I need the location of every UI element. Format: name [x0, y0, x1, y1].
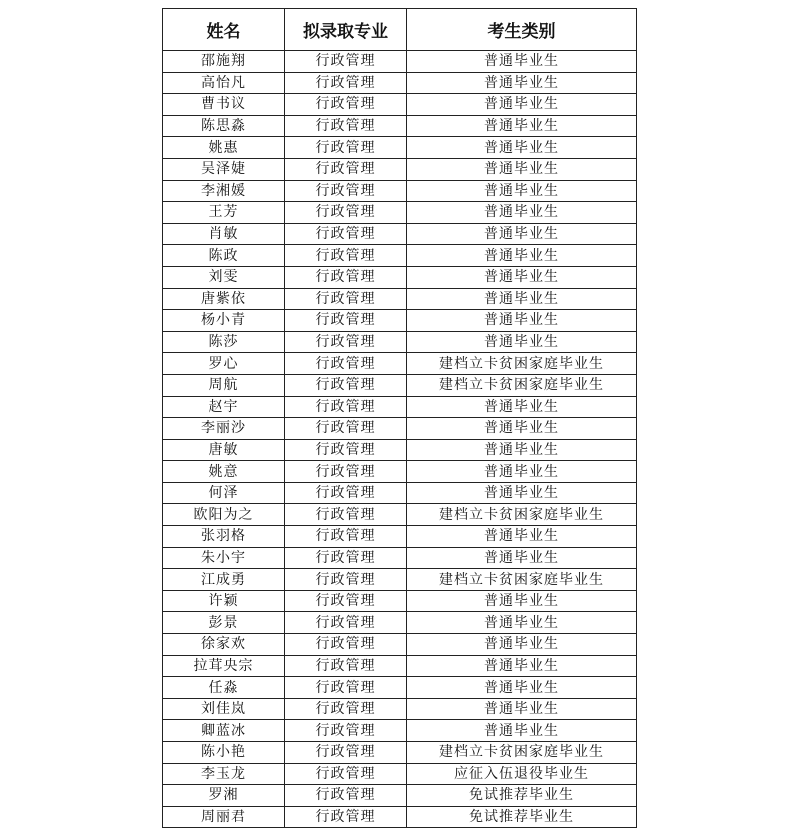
cell-major: 行政管理 [285, 763, 407, 785]
cell-category: 普通毕业生 [407, 245, 637, 267]
cell-major: 行政管理 [285, 526, 407, 548]
cell-major: 行政管理 [285, 461, 407, 483]
cell-category: 普通毕业生 [407, 137, 637, 159]
table-row [163, 720, 637, 742]
cell-name: 刘佳岚 [163, 698, 285, 720]
cell-category: 普通毕业生 [407, 547, 637, 569]
table-row [163, 612, 637, 634]
cell-name: 罗湘 [163, 785, 285, 807]
cell-category: 普通毕业生 [407, 180, 637, 202]
cell-category: 普通毕业生 [407, 288, 637, 310]
table-body [163, 51, 637, 828]
table-row [163, 51, 637, 73]
table-row [163, 137, 637, 159]
cell-name: 彭景 [163, 612, 285, 634]
cell-major: 行政管理 [285, 72, 407, 94]
cell-name: 卿蓝冰 [163, 720, 285, 742]
cell-name: 杨小青 [163, 310, 285, 332]
cell-name: 李玉龙 [163, 763, 285, 785]
cell-category: 普通毕业生 [407, 698, 637, 720]
table-row [163, 655, 637, 677]
table-row [163, 677, 637, 699]
cell-category: 普通毕业生 [407, 634, 637, 656]
cell-major: 行政管理 [285, 331, 407, 353]
header-name: 姓名 [163, 9, 285, 51]
cell-category: 普通毕业生 [407, 158, 637, 180]
table-row [163, 158, 637, 180]
cell-category: 普通毕业生 [407, 396, 637, 418]
cell-major: 行政管理 [285, 223, 407, 245]
table-row [163, 806, 637, 828]
cell-name: 唐紫依 [163, 288, 285, 310]
cell-name: 何泽 [163, 482, 285, 504]
table-row [163, 698, 637, 720]
cell-name: 王芳 [163, 202, 285, 224]
cell-major: 行政管理 [285, 612, 407, 634]
cell-major: 行政管理 [285, 288, 407, 310]
cell-name: 欧阳为之 [163, 504, 285, 526]
cell-category: 免试推荐毕业生 [407, 785, 637, 807]
cell-major: 行政管理 [285, 310, 407, 332]
cell-major: 行政管理 [285, 720, 407, 742]
cell-major: 行政管理 [285, 742, 407, 764]
table-row [163, 266, 637, 288]
cell-name: 赵宇 [163, 396, 285, 418]
cell-name: 邵施翔 [163, 51, 285, 73]
cell-name: 拉茸央宗 [163, 655, 285, 677]
cell-major: 行政管理 [285, 439, 407, 461]
table-row [163, 72, 637, 94]
cell-category: 普通毕业生 [407, 677, 637, 699]
table-row [163, 634, 637, 656]
cell-category: 普通毕业生 [407, 202, 637, 224]
cell-name: 陈政 [163, 245, 285, 267]
header-category: 考生类别 [407, 9, 637, 51]
table-header [163, 9, 637, 51]
cell-name: 刘雯 [163, 266, 285, 288]
cell-name: 任淼 [163, 677, 285, 699]
cell-major: 行政管理 [285, 418, 407, 440]
cell-major: 行政管理 [285, 634, 407, 656]
cell-category: 建档立卡贫困家庭毕业生 [407, 374, 637, 396]
cell-category: 建档立卡贫困家庭毕业生 [407, 742, 637, 764]
table-row [163, 547, 637, 569]
header-row [163, 9, 637, 51]
cell-category: 普通毕业生 [407, 482, 637, 504]
cell-category: 普通毕业生 [407, 655, 637, 677]
cell-major: 行政管理 [285, 785, 407, 807]
table-row [163, 482, 637, 504]
cell-major: 行政管理 [285, 115, 407, 137]
cell-name: 陈小艳 [163, 742, 285, 764]
cell-name: 江成勇 [163, 569, 285, 591]
cell-category: 普通毕业生 [407, 51, 637, 73]
cell-major: 行政管理 [285, 374, 407, 396]
cell-name: 肖敏 [163, 223, 285, 245]
cell-major: 行政管理 [285, 655, 407, 677]
cell-name: 姚意 [163, 461, 285, 483]
table-row [163, 115, 637, 137]
table-row [163, 439, 637, 461]
header-major: 拟录取专业 [285, 9, 407, 51]
table-row [163, 180, 637, 202]
cell-category: 建档立卡贫困家庭毕业生 [407, 504, 637, 526]
table-row [163, 396, 637, 418]
cell-major: 行政管理 [285, 504, 407, 526]
cell-category: 建档立卡贫困家庭毕业生 [407, 569, 637, 591]
cell-name: 李丽沙 [163, 418, 285, 440]
cell-category: 建档立卡贫困家庭毕业生 [407, 353, 637, 375]
cell-category: 免试推荐毕业生 [407, 806, 637, 828]
admission-table [162, 8, 637, 828]
cell-name: 姚惠 [163, 137, 285, 159]
table-row [163, 310, 637, 332]
table-row [163, 374, 637, 396]
table-row [163, 742, 637, 764]
cell-category: 普通毕业生 [407, 115, 637, 137]
cell-name: 周丽君 [163, 806, 285, 828]
cell-name: 李湘媛 [163, 180, 285, 202]
cell-major: 行政管理 [285, 396, 407, 418]
cell-major: 行政管理 [285, 158, 407, 180]
cell-category: 普通毕业生 [407, 72, 637, 94]
cell-name: 唐敏 [163, 439, 285, 461]
cell-category: 普通毕业生 [407, 418, 637, 440]
cell-major: 行政管理 [285, 94, 407, 116]
cell-category: 普通毕业生 [407, 223, 637, 245]
table-row [163, 245, 637, 267]
cell-category: 普通毕业生 [407, 526, 637, 548]
cell-category: 普通毕业生 [407, 331, 637, 353]
table-row [163, 223, 637, 245]
table-row [163, 569, 637, 591]
table-row [163, 504, 637, 526]
cell-major: 行政管理 [285, 266, 407, 288]
cell-major: 行政管理 [285, 482, 407, 504]
cell-name: 罗心 [163, 353, 285, 375]
cell-name: 陈莎 [163, 331, 285, 353]
cell-category: 普通毕业生 [407, 94, 637, 116]
cell-major: 行政管理 [285, 180, 407, 202]
cell-major: 行政管理 [285, 51, 407, 73]
table-row [163, 94, 637, 116]
table-row [163, 526, 637, 548]
table-row [163, 785, 637, 807]
cell-major: 行政管理 [285, 698, 407, 720]
cell-name: 高怡凡 [163, 72, 285, 94]
cell-name: 张羽格 [163, 526, 285, 548]
cell-name: 吴泽婕 [163, 158, 285, 180]
table-row [163, 590, 637, 612]
cell-major: 行政管理 [285, 590, 407, 612]
cell-name: 陈思淼 [163, 115, 285, 137]
table-row [163, 461, 637, 483]
table-row [163, 288, 637, 310]
cell-name: 朱小宇 [163, 547, 285, 569]
cell-major: 行政管理 [285, 569, 407, 591]
cell-category: 普通毕业生 [407, 590, 637, 612]
cell-major: 行政管理 [285, 677, 407, 699]
cell-major: 行政管理 [285, 806, 407, 828]
table-row [163, 202, 637, 224]
cell-category: 普通毕业生 [407, 720, 637, 742]
cell-category: 普通毕业生 [407, 461, 637, 483]
table-row [163, 763, 637, 785]
table-row [163, 353, 637, 375]
cell-name: 曹书议 [163, 94, 285, 116]
cell-major: 行政管理 [285, 547, 407, 569]
cell-major: 行政管理 [285, 245, 407, 267]
cell-major: 行政管理 [285, 202, 407, 224]
cell-category: 普通毕业生 [407, 266, 637, 288]
cell-category: 应征入伍退役毕业生 [407, 763, 637, 785]
cell-name: 周航 [163, 374, 285, 396]
table-row [163, 418, 637, 440]
cell-category: 普通毕业生 [407, 612, 637, 634]
cell-major: 行政管理 [285, 353, 407, 375]
cell-name: 许颖 [163, 590, 285, 612]
cell-category: 普通毕业生 [407, 439, 637, 461]
cell-major: 行政管理 [285, 137, 407, 159]
table-row [163, 331, 637, 353]
cell-name: 徐家欢 [163, 634, 285, 656]
cell-category: 普通毕业生 [407, 310, 637, 332]
